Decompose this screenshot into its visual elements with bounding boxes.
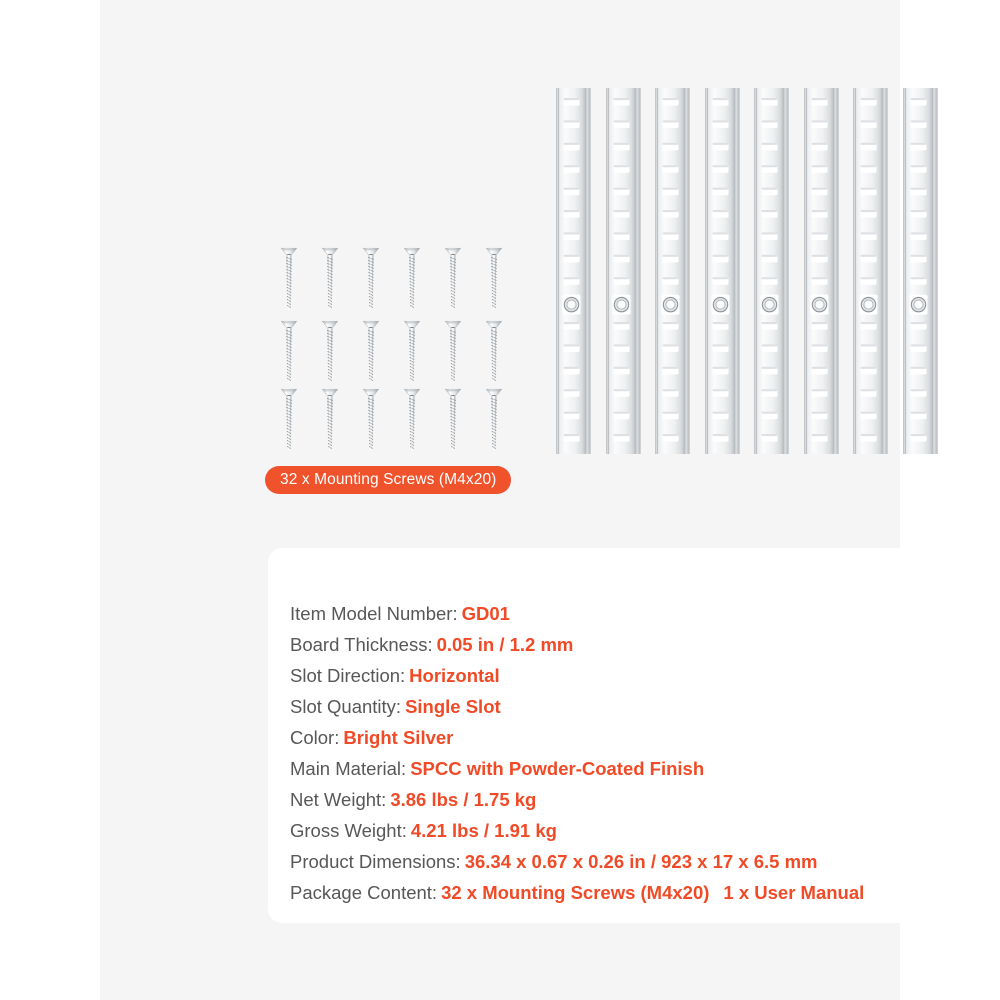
spec-label: Net Weight: [290, 789, 387, 810]
spec-value: 36.34 x 0.67 x 0.26 in / 923 x 17 x 6.5 mm [464, 851, 818, 872]
screw-icon [321, 245, 339, 315]
screw-icon [362, 386, 380, 456]
screw-icon [280, 318, 298, 388]
screw-icon [403, 245, 421, 315]
mounting-screws-illustration [280, 245, 510, 455]
screw-icon [362, 245, 380, 315]
spec-row [290, 660, 918, 691]
spec-row [290, 877, 918, 908]
screw-icon [280, 386, 298, 456]
slotted-rail-icon [606, 88, 642, 454]
specification-list [290, 598, 918, 908]
spec-row [290, 691, 918, 722]
spec-label: Main Material: [290, 758, 407, 779]
specification-card [268, 548, 932, 923]
slotted-rail-icon [903, 88, 939, 454]
slotted-rail-icon [804, 88, 840, 454]
spec-value: 3.86 lbs / 1.75 kg [390, 789, 537, 810]
spec-value: Horizontal [409, 665, 500, 686]
spec-value-secondary: 1 x User Manual [723, 882, 865, 903]
spec-value: Bright Silver [343, 727, 454, 748]
slotted-rail-icon [556, 88, 592, 454]
screw-icon [280, 245, 298, 315]
screws-count-badge: 32 x Mounting Screws (M4x20) [265, 466, 511, 494]
spec-label: Color: [290, 727, 340, 748]
content-panel [100, 0, 900, 1000]
screw-icon [403, 386, 421, 456]
screw-icon [444, 386, 462, 456]
slotted-rail-icon [705, 88, 741, 454]
spec-value: SPCC with Powder-Coated Finish [410, 758, 705, 779]
spec-label: Product Dimensions: [290, 851, 461, 872]
screw-row [280, 245, 510, 315]
slotted-rails-illustration [556, 88, 946, 454]
spec-label: Item Model Number: [290, 603, 458, 624]
slotted-rail-icon [853, 88, 889, 454]
screw-icon [321, 318, 339, 388]
spec-label: Slot Quantity: [290, 696, 402, 717]
screw-icon [321, 386, 339, 456]
screw-icon [403, 318, 421, 388]
spec-value: GD01 [461, 603, 510, 624]
screw-icon [485, 245, 503, 315]
spec-row [290, 846, 918, 877]
spec-value: 4.21 lbs / 1.91 kg [410, 820, 557, 841]
screw-icon [485, 318, 503, 388]
spec-row [290, 598, 918, 629]
screw-row [280, 386, 510, 456]
spec-row [290, 815, 918, 846]
slotted-rail-icon [655, 88, 691, 454]
screw-icon [444, 245, 462, 315]
spec-value: Single Slot [405, 696, 501, 717]
spec-value: 32 x Mounting Screws (M4x20) [441, 882, 710, 903]
screw-row [280, 318, 510, 388]
screw-icon [362, 318, 380, 388]
screw-icon [444, 318, 462, 388]
screw-icon [485, 386, 503, 456]
spec-row [290, 784, 918, 815]
spec-label: Package Content: [290, 882, 438, 903]
slotted-rail-icon [754, 88, 790, 454]
spec-value: 0.05 in / 1.2 mm [436, 634, 574, 655]
spec-row [290, 722, 918, 753]
spec-label: Board Thickness: [290, 634, 433, 655]
spec-row [290, 753, 918, 784]
spec-row [290, 629, 918, 660]
spec-label: Gross Weight: [290, 820, 407, 841]
spec-label: Slot Direction: [290, 665, 406, 686]
